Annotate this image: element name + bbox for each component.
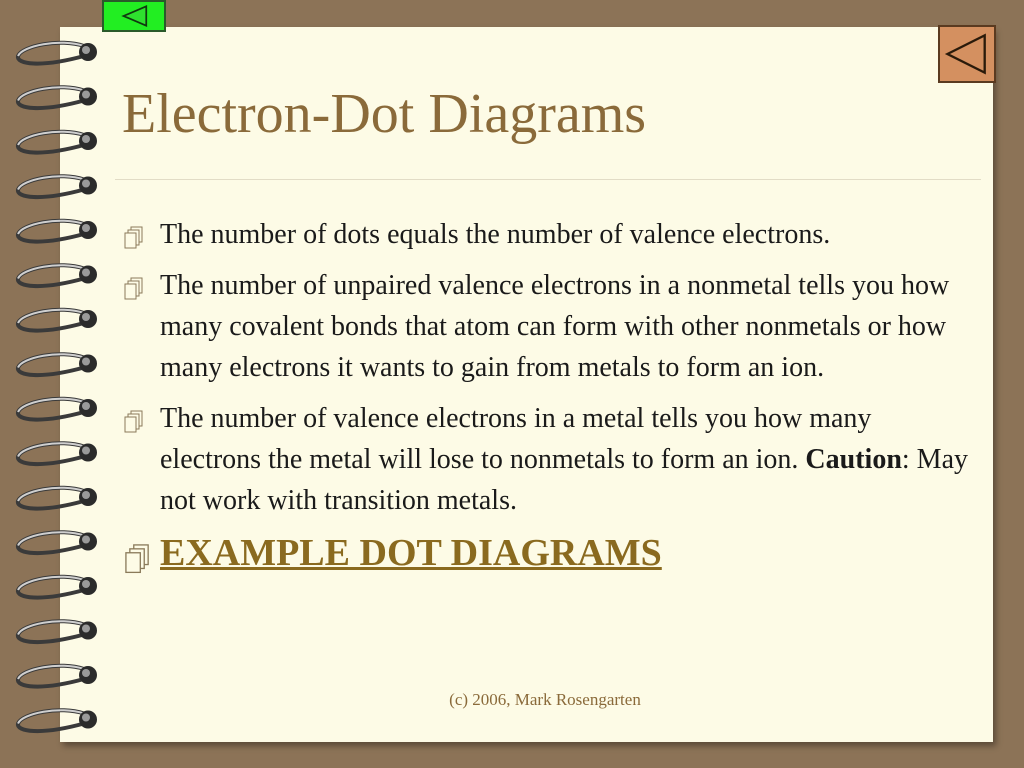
spiral-ring bbox=[18, 488, 97, 509]
notebook-pages-icon bbox=[122, 275, 148, 301]
spiral-ring bbox=[18, 265, 97, 286]
bullet-item-link bbox=[122, 531, 972, 575]
footer-copyright: (c) 2006, Mark Rosengarten bbox=[449, 690, 641, 709]
bullet-text: : May not work with transition metals. bbox=[160, 444, 968, 516]
triangle-left-icon bbox=[104, 2, 164, 30]
spiral-ring bbox=[18, 399, 97, 420]
spiral-ring bbox=[18, 532, 97, 553]
triangle-left-icon bbox=[940, 27, 994, 81]
bullet-item bbox=[122, 214, 972, 255]
spiral-ring bbox=[18, 443, 97, 464]
bullet-text: The number of valence electrons in a metal tells you how many electrons the metal will lose to nonmetals to form an ion. bbox=[160, 403, 872, 475]
spiral-ring bbox=[18, 710, 97, 731]
spiral-ring bbox=[18, 621, 97, 642]
bullet-text: The number of dots equals the number of valence electrons. bbox=[160, 219, 831, 250]
spiral-ring bbox=[18, 87, 97, 108]
spiral-ring bbox=[18, 43, 97, 64]
title-divider bbox=[115, 179, 981, 180]
notebook-pages-icon bbox=[122, 408, 148, 434]
notebook-pages-icon bbox=[122, 224, 148, 250]
bullet-item bbox=[122, 265, 972, 388]
notebook-pages-icon bbox=[122, 541, 156, 575]
bullet-text: The number of unpaired valence electrons in a nonmetal tells you how many covalent bonds that atom can form with other nonmetals or how many electrons it wants to gain from metals to form an ion. bbox=[160, 270, 950, 383]
spiral-ring bbox=[18, 176, 97, 197]
spiral-ring bbox=[18, 354, 97, 375]
spiral-ring bbox=[18, 666, 97, 687]
spiral-ring bbox=[18, 577, 97, 598]
spiral-ring bbox=[18, 132, 97, 153]
example-dot-diagrams-link[interactable]: EXAMPLE DOT DIAGRAMS bbox=[160, 532, 662, 574]
back-button-green[interactable] bbox=[102, 0, 166, 32]
back-button-orange[interactable] bbox=[938, 25, 996, 83]
caution-label: Caution bbox=[805, 444, 902, 475]
spiral-ring bbox=[18, 221, 97, 242]
spiral-binding-icon bbox=[0, 0, 110, 768]
spiral-ring bbox=[18, 310, 97, 331]
slide-title: Electron-Dot Diagrams bbox=[122, 83, 647, 145]
bullet-list bbox=[122, 214, 972, 585]
bullet-item bbox=[122, 398, 972, 521]
